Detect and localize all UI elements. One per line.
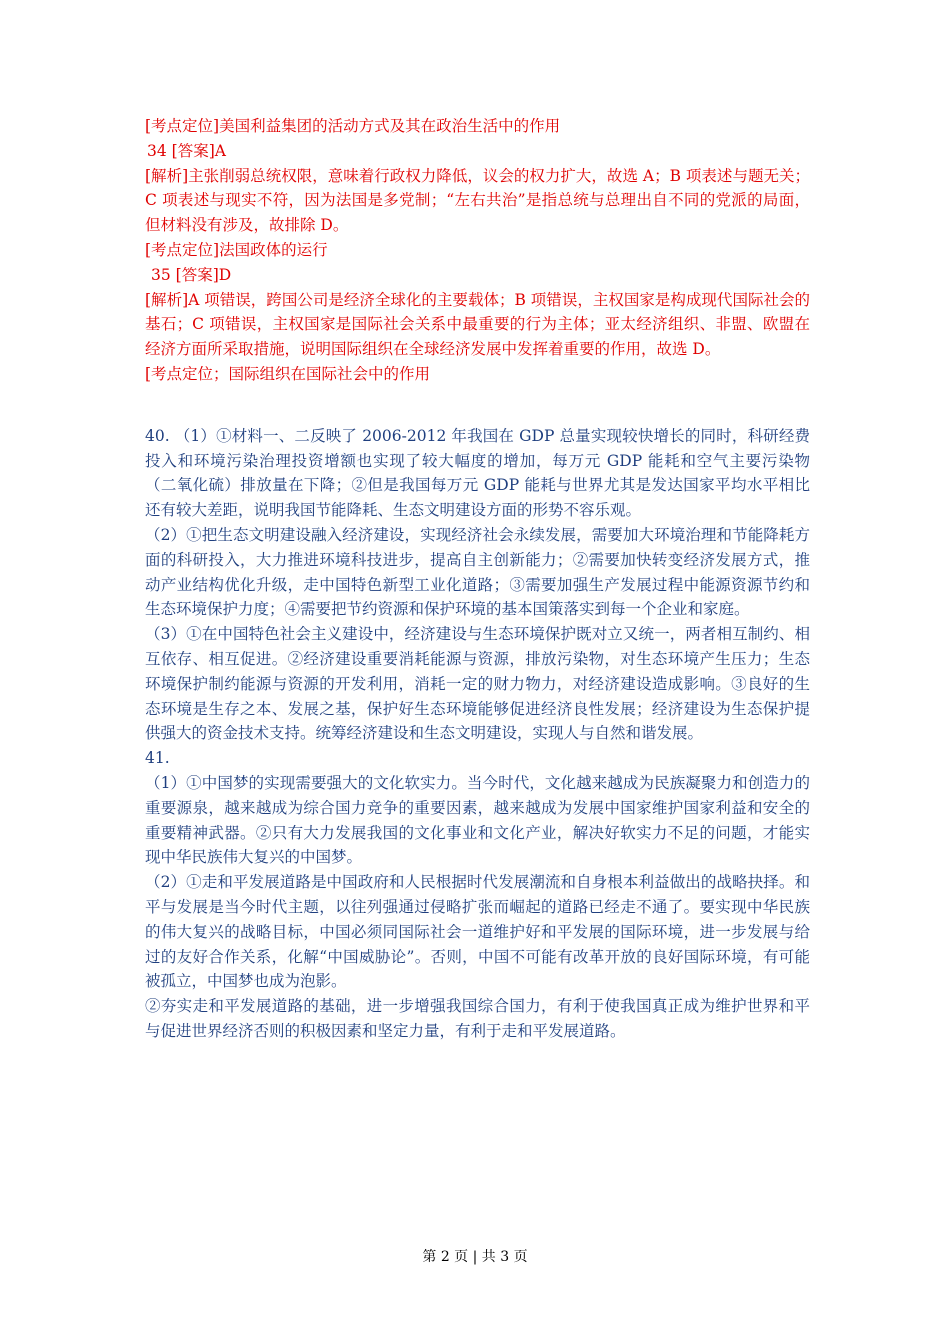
jiexi-35: [解析]A 项错误，跨国公司是经济全球化的主要载体；B 项错误，主权国家是构成现代国际社会的基石；C 项错误，主权国家是国际社会关系中最重要的行为主体；亚太经济组织、非盟、欧盟在经济方面所采取措施，说明国际组织在全球经济发展中发挥着重要的作用，故选 D。 [145, 290, 810, 359]
page-content [145, 114, 810, 1044]
kaodian-33: [考点定位]美国利益集团的活动方式及其在政治生活中的作用 [145, 117, 561, 135]
kaodian-35: [考点定位；国际组织在国际社会中的作用 [145, 364, 431, 383]
answer-41-part-2-sub: ②夯实走和平发展道路的基础，进一步增强我国综合国力，有利于使我国真正成为维护世界和平与促进世界经济否则的积极因素和坚定力量，有利于走和平发展道路。 [145, 997, 810, 1040]
answer-41-part-2: （2）①走和平发展道路是中国政府和人民根据时代发展潮流和自身根本利益做出的战略抉择。和平与发展是当今时代主题，以往列强通过侵略扩张而崛起的道路已经走不通了。要实现中华民族的伟大复兴的战略目标，中国必须同国际社会一道维护好和平发展的国际环境，进一步发展与给过的友好合作关系，化解“中国威胁论”。否则，中国不可能有改革开放的良好国际环境，有可能被孤立，中国梦也成为泡影。 [145, 873, 810, 991]
page-footer: 第 2 页 | 共 3 页 [422, 1249, 528, 1265]
answer-40-part-1: 40. （1）①材料一、二反映了 2006-2012 年我国在 GDP 总量实现较快增长的同时，科研经费投入和环境污染治理投资增额也实现了较大幅度的增加，每万元 GDP 能耗和空气主要污染物（二氧化硫）排放量在下降；②但是我国每万元 GDP 能耗与世界尤其是发达国家平均水平相比还有较大差距，说明我国节能降耗、生态文明建设方面的形势不容乐观。 [145, 426, 810, 520]
jiexi-34: [解析]主张削弱总统权限，意味着行政权力降低，议会的权力扩大，故选 A；B 项表述与题无关；C 项表述与现实不符，因为法国是多党制；“左右共治”是指总统与总理出自不同的党派的局面，但材料没有涉及，故排除 D。 [145, 166, 810, 235]
answer-35: 35 [答案]D [151, 265, 232, 284]
section-gap [145, 387, 810, 424]
question-41-number: 41. [145, 749, 170, 768]
answer-34: 34 [答案]A [147, 141, 226, 160]
answer-40-part-2: （2）①把生态文明建设融入经济建设，实现经济社会永续发展，需要加大环境治理和节能降耗方面的科研投入，大力推进环境科技进步，提高自主创新能力；②需要加快转变经济发展方式，推动产业结构优化升级，走中国特色新型工业化道路；③需要加强生产发展过程中能源资源节约和生态环境保护力度；④需要把节约资源和保护环境的基本国策落实到每一个企业和家庭。 [145, 525, 810, 619]
answer-41-part-1: （1）①中国梦的实现需要强大的文化软实力。当今时代，文化越来越成为民族凝聚力和创造力的重要源泉，越来越成为综合国力竞争的重要因素，越来越成为发展中国家维护国家利益和安全的重要精神武器。②只有大力发展我国的文化事业和文化产业，解决好软实力不足的问题，才能实现中华民族伟大复兴的中国梦。 [145, 773, 810, 867]
answer-40-part-3: （3）①在中国特色社会主义建设中，经济建设与生态环境保护既对立又统一，两者相互制约、相互依存、相互促进。②经济建设重要消耗能源与资源，排放污染物，对生态环境产生压力；生态环境保护制约能源与资源的开发利用，消耗一定的财力物力，对经济建设造成影响。③良好的生态环境是生存之本、发展之基，保护好生态环境能够促进经济良性发展；经济建设为生态保护提供强大的资金技术支持。统筹经济建设和生态文明建设，实现人与自然和谐发展。 [145, 625, 810, 743]
kaodian-34: [考点定位]法国政体的运行 [145, 240, 328, 259]
